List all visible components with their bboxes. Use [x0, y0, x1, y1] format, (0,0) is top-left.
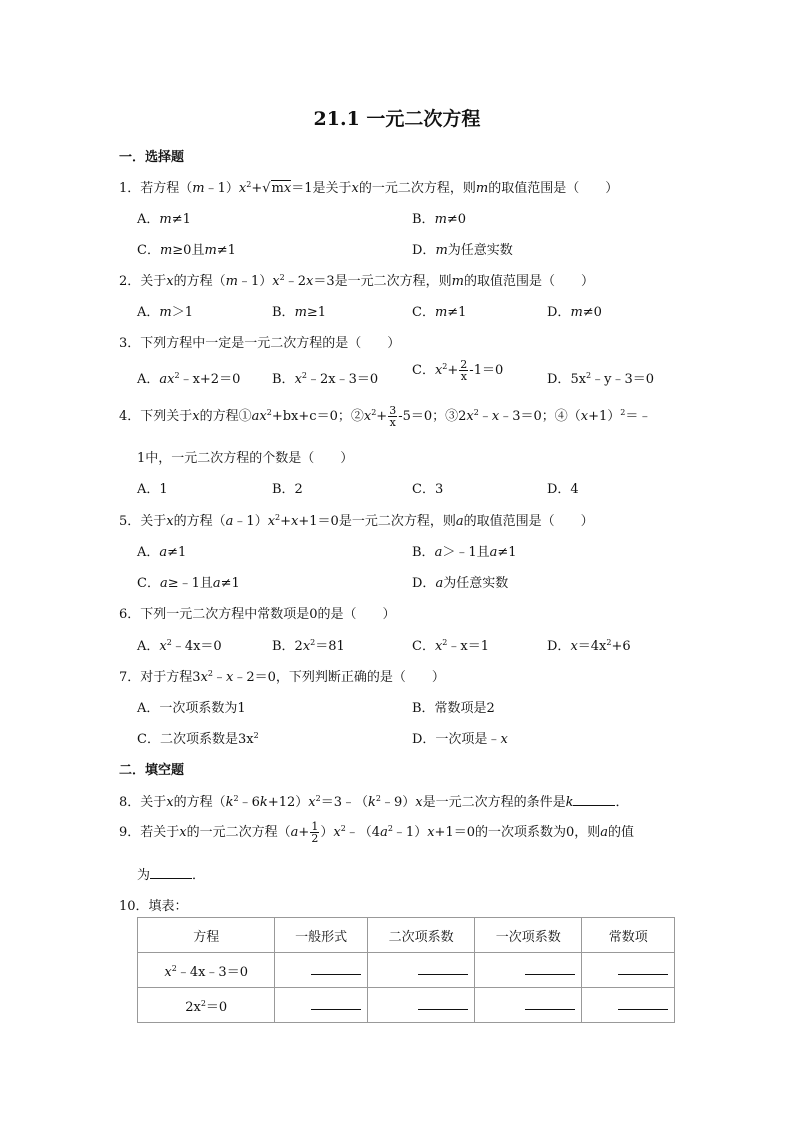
- q2-option-a: A．m＞1: [137, 305, 193, 320]
- q5-option-d: D．a为任意实数: [412, 576, 509, 591]
- q5-option-a: A．a≠1: [137, 545, 187, 560]
- q6-option-b: B．$2x^2=81$: [272, 638, 345, 654]
- table-row: [138, 988, 675, 1023]
- q7-option-c: C．二次项系数是$3x^2$: [137, 731, 259, 747]
- table-cell-blank[interactable]: [475, 953, 582, 988]
- q1-option-d: D．m为任意实数: [412, 243, 513, 258]
- section-fill-in: 二．填空题: [119, 763, 185, 778]
- table-header: 二次项系数: [367, 918, 474, 953]
- q6-option-d: D．$x=4x^2+6$: [547, 638, 631, 654]
- question-4-line-2: 1中，一元二次方程的个数是（ ）: [137, 451, 354, 466]
- q3-option-b: B．$x^2﹣2x﹣3=0$: [272, 371, 379, 387]
- table-cell-blank[interactable]: [367, 988, 474, 1023]
- q7-option-b: B．常数项是2: [412, 701, 495, 716]
- question-2: 2．关于x的方程$(m﹣1)x^2﹣2x=3$是一元二次方程，则m的取值范围是（ ）: [119, 273, 594, 289]
- question-8: 8．关于x的方程$(k^2﹣6k+12)x^2=3﹣(k^2﹣9)x$是一元二次方程的条件是k ．: [119, 794, 629, 810]
- question-7: 7．对于方程$3x^2﹣x﹣2=0$，下列判断正确的是（ ）: [119, 669, 445, 685]
- fraction: $\frac{1}{2}$: [311, 820, 319, 845]
- table-cell-blank[interactable]: [275, 953, 368, 988]
- table-cell-blank[interactable]: [582, 953, 675, 988]
- question-9-line-2: 为 ．: [137, 868, 206, 883]
- table-header-row: [138, 918, 675, 953]
- question-4: 4．下列关于x的方程$①ax^2+bx+c=0$；$②x^2+$ $\frac{3}{x}$ -5＝0；$③2x^2﹣x﹣3=0$；$④(x+1)^2=﹣$: [119, 404, 652, 429]
- q7-option-d: D．一次项是﹣x: [412, 732, 508, 747]
- q4-option-b: B．2: [272, 482, 303, 497]
- table-header: 常数项: [582, 918, 675, 953]
- answer-blank[interactable]: [150, 866, 192, 879]
- table-cell-blank[interactable]: [367, 953, 474, 988]
- q2-option-d: D．m≠0: [547, 305, 602, 320]
- table-cell-blank[interactable]: [582, 988, 675, 1023]
- q6-option-c: C．$x^2﹣x=1$: [412, 638, 489, 654]
- q1-option-b: B．m≠0: [412, 212, 467, 227]
- q3-option-c: C．$x^2+$ $\frac{2}{x}$ -1＝0: [412, 358, 504, 383]
- q5-option-b: B．a＞﹣1且a≠1: [412, 545, 517, 560]
- table-cell-blank[interactable]: [275, 988, 368, 1023]
- q2-option-b: B．m≥1: [272, 305, 327, 320]
- answer-blank[interactable]: [573, 793, 615, 806]
- question-1: 1．若方程$(m﹣1)x^2+√mx=1$是关于x的一元二次方程，则m的取值范围是（ ）: [119, 180, 619, 196]
- table-cell-equation: $2x^2=0$: [138, 988, 275, 1023]
- q4-option-d: D．4: [547, 482, 579, 497]
- table-header: 一般形式: [275, 918, 368, 953]
- fraction: $\frac{3}{x}$: [389, 404, 397, 429]
- table-cell-blank[interactable]: [475, 988, 582, 1023]
- question-3: 3．下列方程中一定是一元二次方程的是（ ）: [119, 336, 401, 351]
- table-header: 方程: [138, 918, 275, 953]
- q2-option-c: C．m≠1: [412, 305, 467, 320]
- question-5: 5．关于x的方程$(a﹣1)x^2+x+1=0$是一元二次方程，则a的取值范围是（ ）: [119, 513, 594, 529]
- q7-option-a: A．一次项系数为1: [137, 701, 246, 716]
- question-10: 10．填表：: [119, 899, 188, 914]
- q5-option-c: C．a≥﹣1且a≠1: [137, 576, 240, 591]
- page-title: 21.1 一元二次方程: [313, 108, 481, 130]
- table-row: [138, 953, 675, 988]
- q3-option-d: D．$5x^2﹣y﹣3=0$: [547, 371, 655, 387]
- question-6: 6．下列一元二次方程中常数项是0的是（ ）: [119, 607, 396, 622]
- q1-option-a: A．m≠1: [137, 212, 191, 227]
- table-cell-equation: $x^2﹣4x﹣3=0$: [138, 953, 275, 988]
- question-9: 9．若关于x的一元二次方程（a+ $\frac{1}{2}$ ）$x^2﹣(4a^2﹣1)x+1=0$的一次项系数为0，则a的值: [119, 820, 635, 845]
- q1-option-c: C．m≥0且m≠1: [137, 243, 236, 258]
- fill-table: [137, 917, 675, 1023]
- q4-option-a: A．1: [137, 482, 168, 497]
- q3-option-a: A．$ax^2﹣x+2=0$: [137, 371, 241, 387]
- q4-option-c: C．3: [412, 482, 444, 497]
- q6-option-a: A．$x^2﹣4x=0$: [137, 638, 222, 654]
- table-header: 一次项系数: [475, 918, 582, 953]
- section-choice: 一．选择题: [119, 150, 185, 165]
- fraction: $\frac{2}{x}$: [460, 358, 468, 383]
